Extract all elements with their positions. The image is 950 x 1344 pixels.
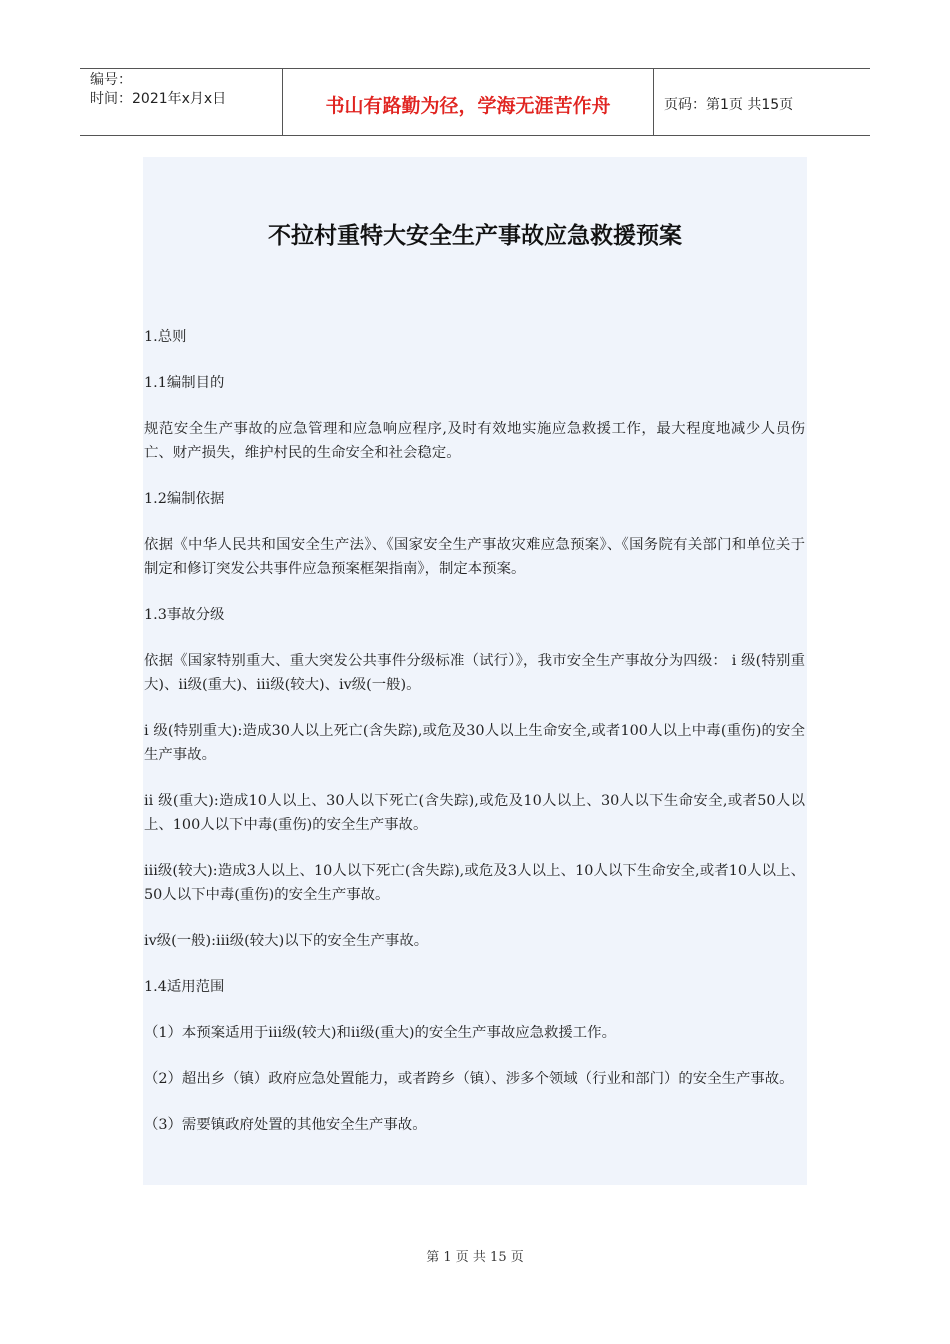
document-content — [143, 157, 807, 1185]
document-title: 不拉村重特大安全生产事故应急救援预案 — [268, 223, 682, 249]
paragraph: 1.1编制目的 — [144, 375, 225, 391]
paragraph: 1.3事故分级 — [144, 607, 225, 623]
header-motto: 书山有路勤为径，学海无涯苦作舟 — [282, 69, 654, 135]
document-time-label: 时间：2021年x月x日 — [90, 91, 227, 107]
header-page-info: 页码：第1页 共15页 — [664, 97, 794, 113]
paragraph: 依据《国家特别重大、重大突发公共事件分级标准（试行）》，我市安全生产事故分为四级： i 级(特别重大)、ii级(重大)、iii级(较大)、iv级(一般)。 — [144, 653, 805, 693]
paragraph: （2）超出乡（镇）政府应急处置能力，或者跨乡（镇）、涉多个领域（行业和部门）的安全生产事故。 — [144, 1071, 794, 1087]
paragraph: 规范安全生产事故的应急管理和应急响应程序,及时有效地实施应急救援工作，最大程度地减少人员伤亡、财产损失，维护村民的生命安全和社会稳定。 — [144, 421, 805, 461]
paragraph: ii 级(重大):造成10人以上、30人以下死亡(含失踪),或危及10人以上、30人以下生命安全,或者50人以上、100人以下中毒(重伤)的安全生产事故。 — [144, 793, 805, 833]
page-footer: 第 1 页 共 15 页 — [426, 1250, 524, 1265]
paragraph: （1）本预案适用于iii级(较大)和ii级(重大)的安全生产事故应急救援工作。 — [144, 1025, 616, 1041]
paragraph: iii级(较大):造成3人以上、10人以下死亡(含失踪),或危及3人以上、10人以下生命安全,或者10人以上、50人以下中毒(重伤)的安全生产事故。 — [144, 863, 805, 903]
header-meta — [80, 69, 282, 135]
paragraph: 1.总则 — [144, 329, 187, 345]
page-header — [80, 68, 870, 136]
paragraph: 1.4适用范围 — [144, 979, 225, 995]
paragraph: 1.2编制依据 — [144, 491, 225, 507]
paragraph: iv级(一般):iii级(较大)以下的安全生产事故。 — [144, 933, 429, 949]
paragraph: i 级(特别重大):造成30人以上死亡(含失踪),或危及30人以上生命安全,或者100人以上中毒(重伤)的安全生产事故。 — [144, 723, 805, 763]
paragraph: （3）需要镇政府处置的其他安全生产事故。 — [144, 1117, 427, 1133]
paragraph: 依据《中华人民共和国安全生产法》、《国家安全生产事故灾难应急预案》、《国务院有关部门和单位关于制定和修订突发公共事件应急预案框架指南》，制定本预案。 — [144, 537, 805, 577]
document-number-label: 编号： — [90, 72, 132, 88]
document-body — [144, 325, 805, 1159]
